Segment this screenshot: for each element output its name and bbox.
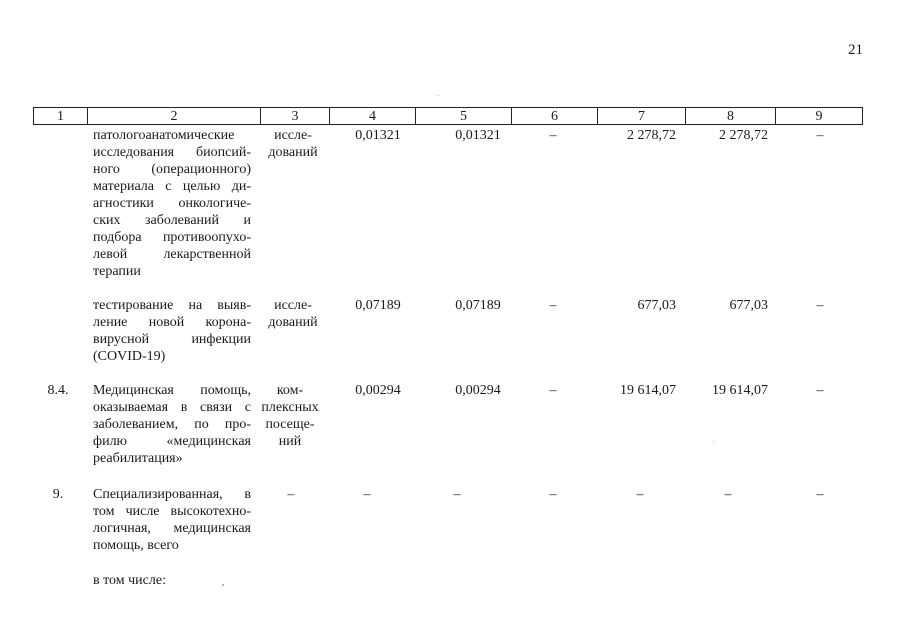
header-col-9: 9 — [815, 109, 823, 124]
cell-col-4: 0,07189 — [355, 298, 401, 313]
cell-col-6: – — [549, 128, 557, 143]
cell-col-7: 2 278,72 — [627, 128, 676, 143]
cell-col-4: – — [363, 487, 371, 502]
cell-col-7: 19 614,07 — [620, 383, 676, 398]
unit-line: дований — [268, 315, 318, 330]
table-header-row — [33, 107, 863, 125]
desc-line: ного (операционного) — [93, 162, 251, 177]
desc-line: том числе высокотехно- — [93, 504, 251, 519]
unit-line: дований — [268, 145, 318, 160]
desc-line: подбора противоопухо- — [93, 230, 251, 245]
desc-line: тестирование на выяв- — [93, 298, 251, 313]
header-col-2: 2 — [170, 109, 178, 124]
cell-col-9: – — [816, 128, 824, 143]
cell-col-9: – — [816, 298, 824, 313]
desc-line: заболеванием, по про- — [93, 417, 251, 432]
row-number: 9. — [52, 487, 64, 502]
desc-line: (COVID-19) — [93, 349, 166, 364]
desc-line: материала с целью ди- — [93, 179, 251, 194]
row-description — [93, 486, 251, 554]
cell-col-6: – — [549, 298, 557, 313]
cell-col-8: 2 278,72 — [719, 128, 768, 143]
header-col-8: 8 — [727, 109, 734, 124]
header-col-7: 7 — [638, 109, 645, 124]
trailing-text: в том числе: — [93, 573, 166, 588]
unit-line: посеще- — [265, 417, 315, 432]
desc-line: реабилитация» — [93, 451, 183, 466]
cell-col-5: 0,00294 — [455, 383, 501, 398]
row-unit: – — [287, 487, 295, 502]
cell-col-4: 0,01321 — [355, 128, 401, 143]
unit-line: иссле- — [274, 298, 312, 313]
header-col-3: 3 — [291, 109, 299, 124]
desc-line: агностики онкологиче- — [93, 196, 251, 211]
row-unit — [259, 297, 327, 331]
desc-line: патологоанатомические — [93, 128, 235, 143]
row-unit — [256, 382, 324, 450]
cell-col-5: 0,01321 — [455, 128, 501, 143]
desc-line: ление новой корона- — [93, 315, 251, 330]
scan-speck — [438, 95, 439, 96]
unit-line: плексных — [261, 400, 319, 415]
desc-line: Специализированная, в — [93, 487, 251, 502]
row-number: 8.4. — [47, 383, 69, 398]
cell-col-8: – — [724, 487, 732, 502]
cell-col-7: – — [636, 487, 644, 502]
header-col-1: 1 — [57, 109, 64, 124]
desc-line: филю «медицинская — [93, 434, 251, 449]
desc-line: левой лекарственной — [93, 247, 251, 262]
desc-line: ских заболеваний и — [93, 213, 251, 228]
header-col-4: 4 — [369, 109, 376, 124]
unit-line: ком- — [276, 383, 304, 398]
header-col-6: 6 — [551, 109, 558, 124]
header-col-5: 5 — [460, 109, 467, 124]
desc-line: логичная, медицинская — [93, 521, 251, 536]
row-unit — [259, 127, 327, 161]
row-description — [93, 382, 251, 467]
row-description — [93, 127, 251, 280]
cell-col-6: – — [549, 487, 557, 502]
unit-line: ний — [278, 434, 302, 449]
cell-col-5: – — [453, 487, 461, 502]
cell-col-9: – — [816, 487, 824, 502]
desc-line: оказываемая в связи с — [93, 400, 251, 415]
cell-col-6: – — [549, 383, 557, 398]
unit-line: иссле- — [274, 128, 312, 143]
cell-col-8: 19 614,07 — [712, 383, 768, 398]
cell-col-9: – — [816, 383, 824, 398]
desc-line: вирусной инфекции — [93, 332, 251, 347]
page-number: 21 — [848, 42, 863, 58]
desc-line: терапии — [93, 264, 141, 279]
row-description — [93, 297, 251, 365]
desc-line: исследования биопсий- — [93, 145, 251, 160]
cell-col-7: 677,03 — [637, 298, 676, 313]
scan-speck — [713, 441, 714, 442]
cell-col-8: 677,03 — [729, 298, 768, 313]
desc-line: помощь, всего — [93, 538, 179, 553]
scan-speck — [222, 584, 224, 586]
desc-line: Медицинская помощь, — [93, 383, 251, 398]
cell-col-4: 0,00294 — [355, 383, 401, 398]
cell-col-5: 0,07189 — [455, 298, 501, 313]
